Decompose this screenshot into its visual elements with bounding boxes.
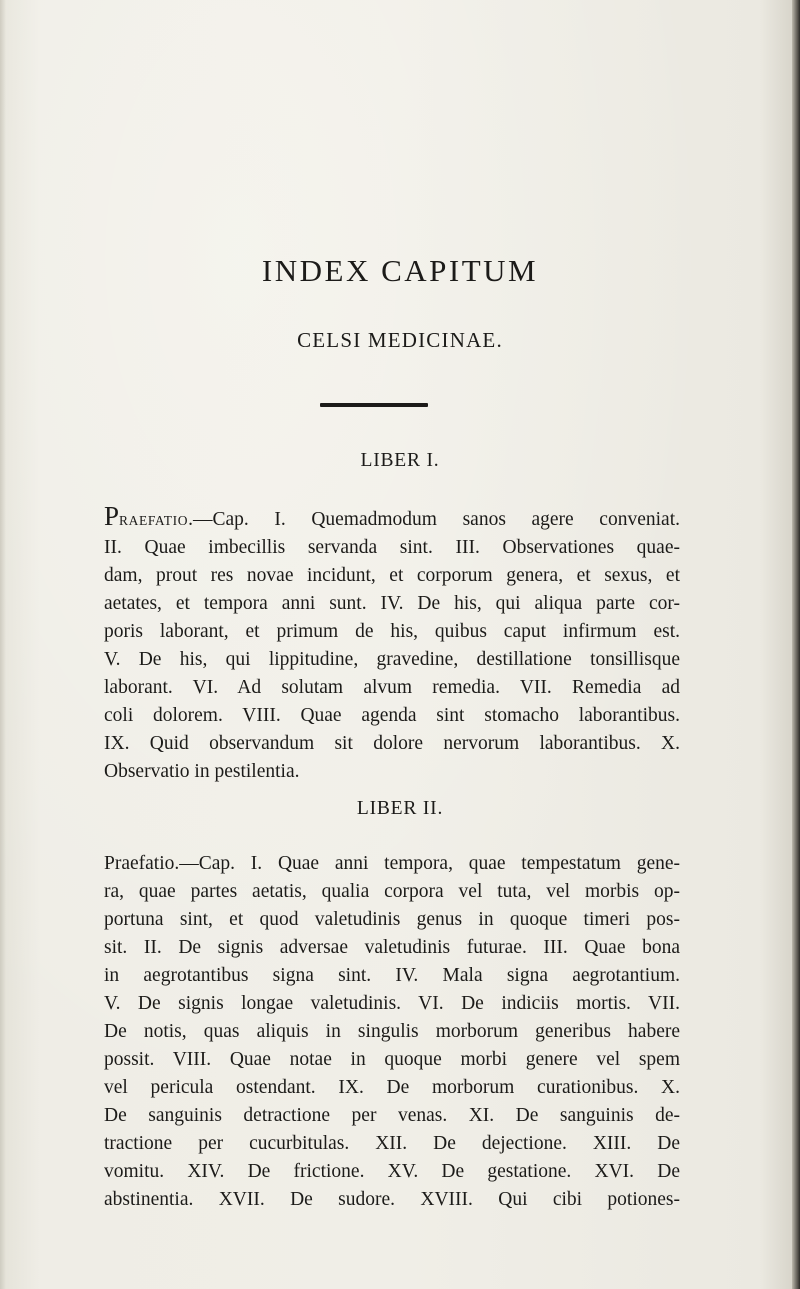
first-line-text: .—Cap. I. Quemadmodum sanos agere conveniat. (188, 509, 680, 530)
liber-1-line: dam, prout res novae incidunt, et corporum genera, et sexus, et (104, 565, 680, 586)
liber-2-line: V. De signis longae valetudinis. VI. De indiciis mortis. VII. (104, 993, 680, 1014)
liber-2-line: ra, quae partes aetatis, qualia corpora vel tuta, vel morbis op- (104, 881, 680, 902)
liber-1-line: aetates, et tempora anni sunt. IV. De his, qui aliqua parte cor- (104, 593, 680, 614)
page-right-edge (792, 0, 800, 1289)
liber-2-line: De sanguinis detractione per venas. XI. De sanguinis de- (104, 1105, 680, 1126)
liber-2-line: vomitu. XIV. De frictione. XV. De gestatione. XVI. De (104, 1161, 680, 1182)
liber-1-line: Observatio in pestilentia. (104, 761, 300, 782)
liber-1-line: coli dolorem. VIII. Quae agenda sint stomacho laborantibus. (104, 705, 680, 726)
liber-1-line (104, 501, 680, 534)
liber-2-line: portuna sint, et quod valetudinis genus in quoque timeri pos- (104, 909, 680, 930)
liber-2-line: Praefatio.—Cap. I. Quae anni tempora, quae tempestatum gene- (104, 853, 680, 874)
smallcaps-word: RAEFATIO (119, 513, 189, 528)
liber-2-contents (104, 850, 680, 1214)
liber-1-heading: LIBER I. (360, 450, 440, 471)
liber-1-line: V. De his, qui lippitudine, gravedine, destillatione tonsillisque (104, 649, 680, 670)
liber-2-line: in aegrotantibus signa sint. IV. Mala signa aegrotantium. (104, 965, 680, 986)
liber-2-line: abstinentia. XVII. De sudore. XVIII. Qui cibi potiones- (104, 1189, 680, 1210)
liber-1-line: IX. Quid observandum sit dolore nervorum laborantibus. X. (104, 733, 680, 754)
liber-2-line: De notis, quas aliquis in singulis morborum generibus habere (104, 1021, 680, 1042)
page-left-edge (0, 0, 6, 1289)
liber-2-line: vel pericula ostendant. IX. De morborum curationibus. X. (104, 1077, 680, 1098)
liber-2-line: sit. II. De signis adversae valetudinis futurae. III. Quae bona (104, 937, 680, 958)
index-subtitle: CELSI MEDICINAE. (297, 328, 503, 352)
drop-initial: P (104, 501, 120, 531)
liber-2-line: possit. VIII. Quae notae in quoque morbi genere vel spem (104, 1049, 680, 1070)
liber-1-line: poris laborant, et primum de his, quibus caput infirmum est. (104, 621, 680, 642)
liber-1-line: laborant. VI. Ad solutam alvum remedia. VII. Remedia ad (104, 677, 680, 698)
index-title: INDEX CAPITUM (261, 253, 539, 288)
liber-1-line: II. Quae imbecillis servanda sint. III. Observationes quae- (104, 537, 680, 558)
liber-2-line: tractione per cucurbitulas. XII. De dejectione. XIII. De (104, 1133, 680, 1154)
liber-2-heading: LIBER II. (356, 798, 444, 819)
title-rule (320, 403, 428, 407)
liber-1-contents (104, 501, 680, 786)
